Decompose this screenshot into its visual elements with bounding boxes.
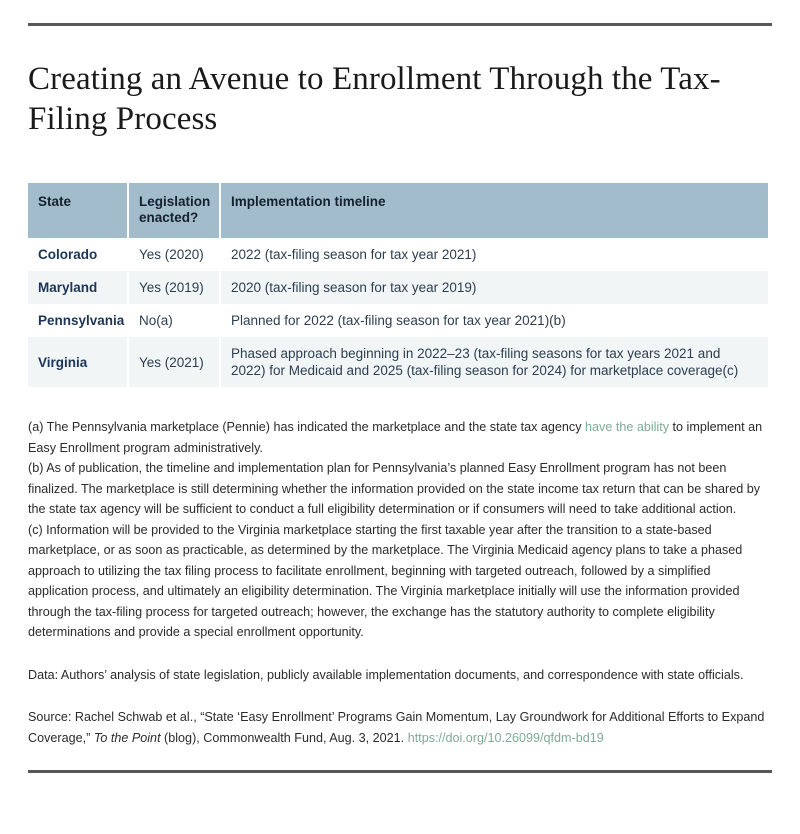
table-row: [28, 304, 768, 337]
column-header-state: State: [28, 183, 128, 238]
column-header-legislation-enacted: Legislation enacted?: [128, 183, 220, 238]
footnote-a-text-before: (a) The Pennsylvania marketplace (Pennie) has indicated the marketplace and the state tax agency: [28, 420, 586, 434]
top-divider-rule: [28, 23, 772, 26]
cell-state: Virginia: [28, 337, 128, 387]
source-doi-link[interactable]: https://doi.org/10.26099/qfdm-bd19: [407, 730, 604, 745]
footnote-a-text-after: to implement an Easy Enrollment program administratively.: [28, 420, 763, 455]
cell-timeline: 2020 (tax-filing season for tax year 2019): [231, 280, 477, 295]
implementation-table: [28, 183, 768, 387]
table-body: [28, 238, 768, 387]
cell-timeline: 2022 (tax-filing season for tax year 2021): [231, 247, 477, 262]
cell-state: Pennsylvania: [28, 304, 128, 337]
table-row: [28, 238, 768, 271]
footnote-b: (b) As of publication, the timeline and implementation plan for Pennsylvania’s planned Easy Enrollment program has not been finalized. The marketplace is still determining whether the information provided on the state income tax return that can be shared by the state tax agency will be sufficient to conduct a full eligibility determination or if consumers will need to take additional action.: [28, 461, 760, 516]
bottom-divider-rule: [28, 770, 772, 773]
source-text-after: (blog), Commonwealth Fund, Aug. 3, 2021.: [160, 730, 408, 745]
source-text-before: Source: Rachel Schwab et al., “State ‘Easy Enrollment’ Programs Gain Momentum, Lay Groundwork for Additional Efforts to Expand Coverage,”: [28, 710, 765, 745]
have-the-ability-link[interactable]: have the ability: [585, 420, 670, 434]
page-title: Creating an Avenue to Enrollment Through the Tax-Filing Process: [28, 61, 721, 137]
table-row: [28, 271, 768, 304]
cell-legislation: No(a): [128, 304, 220, 337]
cell-legislation: Yes (2021): [128, 337, 220, 387]
column-header-implementation-timeline: Implementation timeline: [220, 183, 768, 238]
cell-legislation: Yes (2019): [128, 271, 220, 304]
cell-state: Maryland: [28, 271, 128, 304]
source-note: [28, 707, 772, 748]
table-header-row: [28, 183, 768, 238]
cell-state: Colorado: [28, 238, 128, 271]
source-publication-title: To the Point: [93, 730, 161, 745]
cell-legislation: Yes (2020): [128, 238, 220, 271]
table-row: [28, 337, 768, 387]
data-note: Data: Authors’ analysis of state legislation, publicly available implementation documents, and correspondence with state officials.: [28, 667, 744, 682]
footnote-a: [28, 417, 772, 458]
footnote-c: (c) Information will be provided to the Virginia marketplace starting the first taxable year after the transition to a state-based marketplace, or as soon as practicable, as determined by the marketplace. The Virginia Medicaid agency plans to take a phased approach to utilizing the tax filing process to facilitate enrollment, beginning with targeted outreach, followed by a simplified application process, and ultimately an eligibility determination. The Virginia marketplace initially will use the information provided through the tax-filing process for targeted outreach; however, the exchange has the statutory authority to complete eligibility determinations and provide a special enrollment opportunity.: [28, 522, 743, 639]
cell-timeline: Phased approach beginning in 2022–23 (tax-filing seasons for tax years 2021 and 2022) for Medicaid and 2025 (tax-filing season for 2024) for marketplace coverage(c): [231, 346, 739, 378]
cell-timeline: Planned for 2022 (tax-filing season for tax year 2021)(b): [231, 313, 566, 328]
notes-section: [28, 417, 772, 748]
page-container: [0, 23, 800, 834]
table-header: [28, 183, 768, 238]
